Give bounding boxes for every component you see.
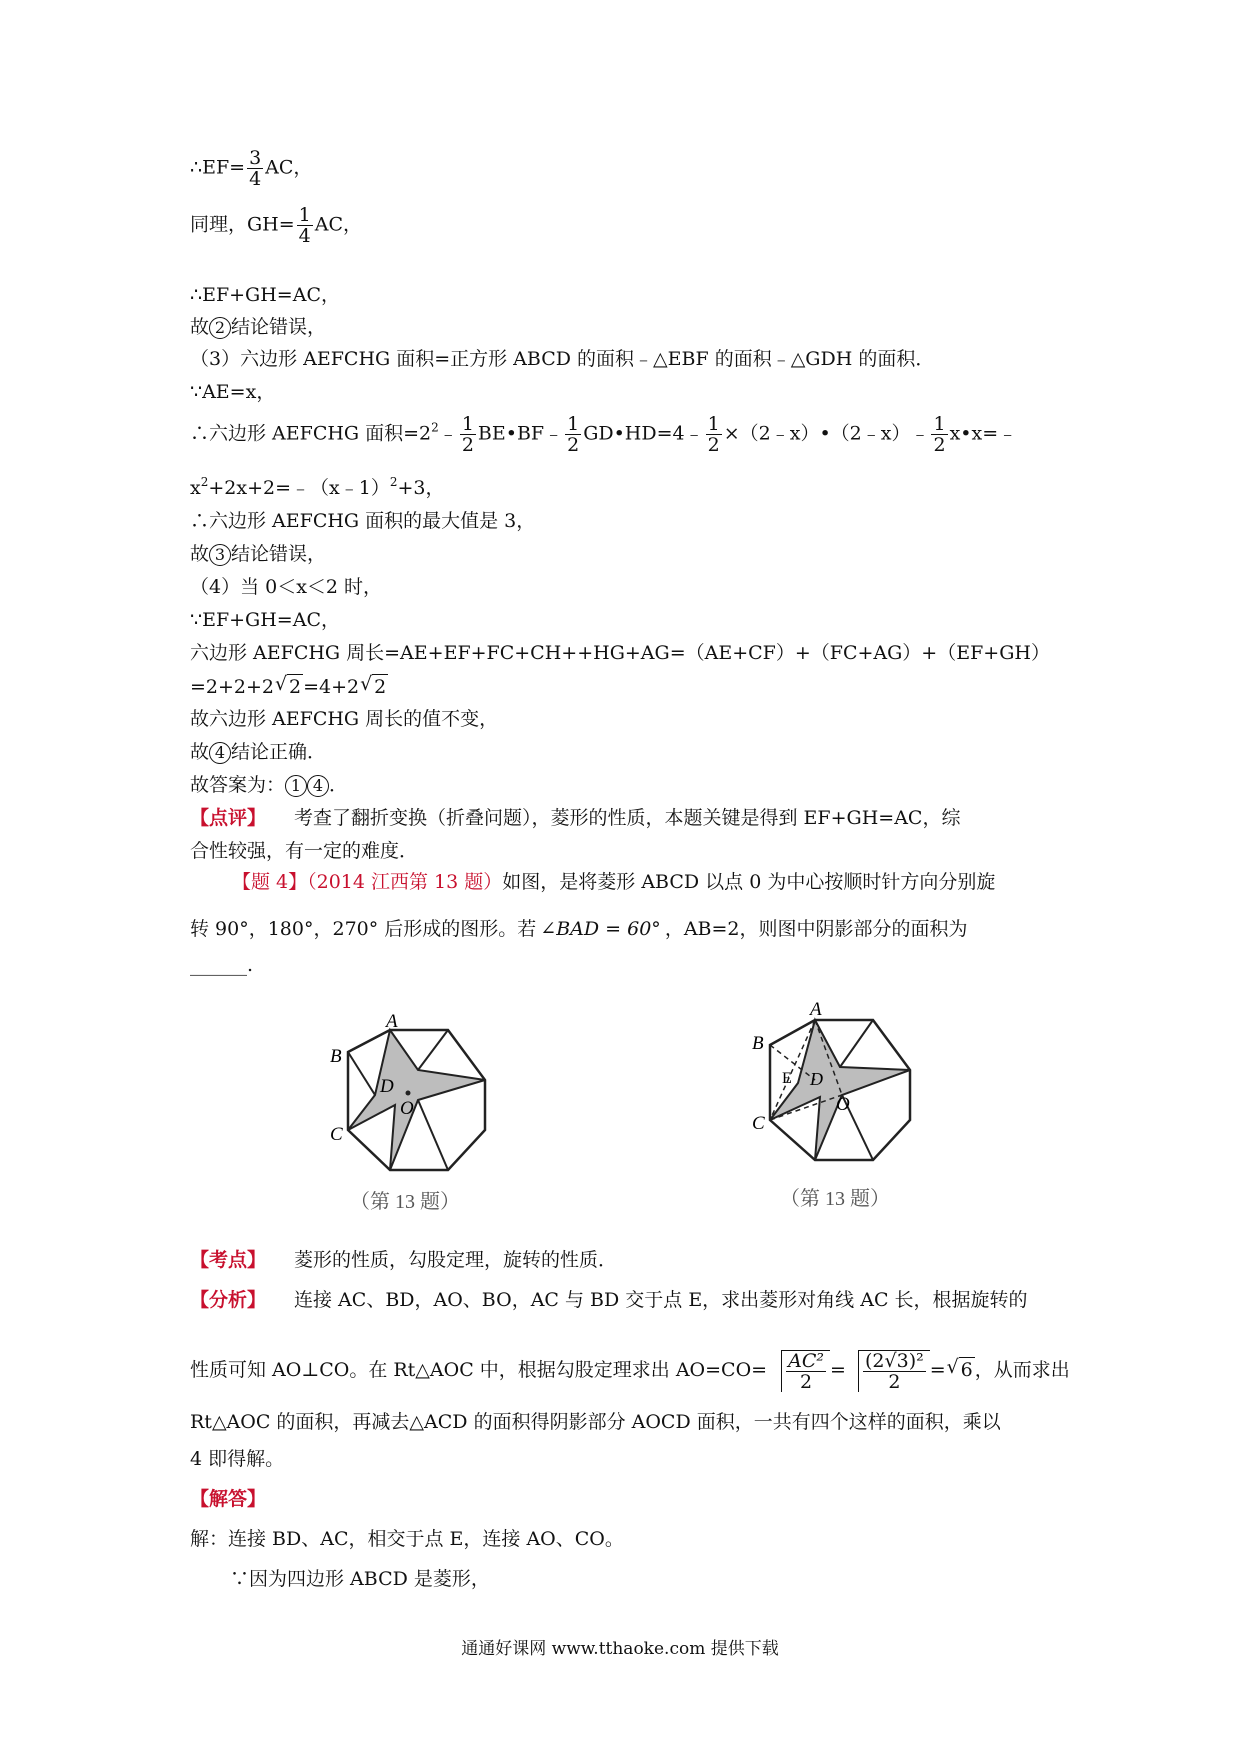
comment-tag: 【点评】 xyxy=(190,807,267,829)
line-14 xyxy=(190,674,388,699)
denominator: 2 xyxy=(707,434,720,456)
text: AC， xyxy=(265,156,313,179)
label-d: D xyxy=(810,1069,823,1089)
circled-number: 2 xyxy=(209,317,231,339)
text: 故 xyxy=(190,316,210,338)
text: x xyxy=(190,477,201,499)
label-a: A xyxy=(810,999,822,1020)
text: GD•HD=4﹣ xyxy=(583,422,704,445)
text: ，AB=2，则图中阴影部分的面积为 xyxy=(664,918,968,940)
numerator: 1 xyxy=(567,413,580,435)
jieda-line-2: ∵因为四边形 ABCD 是菱形， xyxy=(230,1568,490,1590)
exponent: 2 xyxy=(200,475,209,489)
text: BE•BF﹣ xyxy=(477,422,564,445)
numerator: 1 xyxy=(707,413,720,435)
text: 如图，是将菱形 ABCD 以点 0 为中心按顺时针方向分别旋 xyxy=(502,871,996,893)
text: AC， xyxy=(314,213,363,236)
text: ，从而求出 xyxy=(974,1359,1070,1381)
text: +3， xyxy=(397,477,445,499)
fraction xyxy=(247,148,263,189)
comment-line-2: 合性较强，有一定的难度． xyxy=(190,840,419,862)
sqrt: √ 2 xyxy=(372,674,388,699)
numerator: 3 xyxy=(249,147,262,169)
text: 菱形的性质，勾股定理，旋转的性质． xyxy=(294,1249,618,1271)
denominator: 4 xyxy=(249,168,262,190)
question-line-3: ______. xyxy=(190,954,254,976)
fraction xyxy=(460,414,476,455)
label-o: O xyxy=(836,1094,850,1115)
line-16 xyxy=(190,740,326,764)
figure-right xyxy=(730,985,950,1225)
numerator: AC² xyxy=(788,1350,825,1372)
denominator: 4 xyxy=(298,225,311,247)
fenxi-line-1 xyxy=(190,1288,1028,1312)
figure-left xyxy=(300,1000,520,1240)
exponent: 2 xyxy=(389,475,398,489)
page-footer: 通通好课网 www.tthaoke.com 提供下载 xyxy=(461,1639,779,1659)
sqrt-fraction xyxy=(781,1350,830,1392)
caption: （第 13 题） xyxy=(780,1188,890,1210)
fraction xyxy=(706,414,722,455)
line-10 xyxy=(190,542,326,566)
text: +2x+2=﹣（x﹣1） xyxy=(208,477,390,499)
kaodian-line xyxy=(190,1248,617,1272)
line-ef xyxy=(190,148,312,189)
question-line-1 xyxy=(232,870,995,894)
text: 连接 AC、BD，AO、BO，AC 与 BD 交于点 E，求出菱形对角线 AC 长，根据旋转的 xyxy=(294,1289,1028,1311)
question-line-2 xyxy=(190,917,968,941)
text: 故 xyxy=(190,741,210,763)
line-15: 故六边形 AEFCHG 周长的值不变， xyxy=(190,708,499,730)
line-5: （3）六边形 AEFCHG 面积=正方形 ABCD 的面积﹣△EBF 的面积﹣△GDH 的面积． xyxy=(190,348,935,370)
text: 性质可知 AO⊥CO。在 Rt△AOC 中，根据勾股定理求出 AO=CO= xyxy=(190,1359,768,1381)
line-3: ∴EF+GH=AC， xyxy=(190,284,340,306)
fraction xyxy=(565,414,581,455)
denominator: 2 xyxy=(933,434,946,456)
numerator: 1 xyxy=(298,204,311,226)
circled-number: 4 xyxy=(307,775,329,797)
line-8 xyxy=(190,476,444,500)
kaodian-tag: 【考点】 xyxy=(190,1249,267,1271)
jieda-tag: 【解答】 xyxy=(190,1488,267,1510)
fraction xyxy=(297,205,313,246)
fraction xyxy=(786,1351,826,1392)
text: 转 90°，180°，270° 后形成的图形。若 xyxy=(190,918,537,940)
line-9: ∴六边形 AEFCHG 面积的最大值是 3， xyxy=(190,510,536,532)
line-7 xyxy=(190,414,1017,455)
sqrt: √ 2 xyxy=(287,674,303,699)
text: 故答案为： xyxy=(190,774,286,796)
label-b: B xyxy=(752,1033,764,1054)
text: 结论错误， xyxy=(231,316,327,338)
label-o: O xyxy=(400,1098,414,1119)
label-c: C xyxy=(330,1124,343,1145)
rhombus-rotation-figure xyxy=(300,1000,520,1240)
text: ∴六边形 AEFCHG 面积=2 xyxy=(190,422,432,445)
label-c: C xyxy=(752,1113,765,1134)
label-a: A xyxy=(386,1011,398,1032)
numerator: 1 xyxy=(933,413,946,435)
fraction xyxy=(931,414,947,455)
text: =2+2+2 xyxy=(190,676,275,698)
text: 结论正确． xyxy=(231,741,327,763)
caption: （第 13 题） xyxy=(350,1191,460,1213)
math-angle: ∠BAD = 60° xyxy=(540,918,661,940)
text: 结论错误， xyxy=(231,543,327,565)
text: 考查了翻折变换（折叠问题），菱形的性质，本题关键是得到 EF+GH=AC，综 xyxy=(294,807,961,829)
text: ×（2﹣x）•（2﹣x）﹣ xyxy=(723,422,930,445)
denominator: 2 xyxy=(461,434,474,456)
numerator: 1 xyxy=(461,413,474,435)
line-6: ∵AE=x， xyxy=(190,381,276,403)
label-b: B xyxy=(330,1046,342,1067)
label-d: D xyxy=(380,1076,394,1097)
text: ∴EF= xyxy=(190,156,246,179)
circled-number: 1 xyxy=(285,775,307,797)
fenxi-line-4: 4 即得解。 xyxy=(190,1448,285,1470)
text: ． xyxy=(329,774,349,796)
text: 同理，GH= xyxy=(190,213,295,236)
jieda-line-1: 解：连接 BD、AC，相交于点 E，连接 AO、CO。 xyxy=(190,1528,624,1550)
line-gh xyxy=(190,205,362,246)
denominator: 2 xyxy=(888,1371,901,1393)
line-12: ∵EF+GH=AC， xyxy=(190,609,340,631)
line-4 xyxy=(190,315,326,339)
denominator: 2 xyxy=(800,1371,813,1393)
text: 故 xyxy=(190,543,210,565)
question-tag: 【题 4】（2014 江西第 13 题） xyxy=(232,871,503,893)
fenxi-tag: 【分析】 xyxy=(190,1289,267,1311)
sqrt-fraction xyxy=(858,1350,930,1392)
circled-number: 4 xyxy=(209,742,231,764)
fenxi-line-2 xyxy=(190,1350,1070,1392)
equals: = xyxy=(830,1359,846,1381)
denominator: 2 xyxy=(567,434,580,456)
sqrt: √ 6 xyxy=(959,1357,975,1382)
exponent: 2 xyxy=(431,420,439,435)
line-11: （4）当 0＜x＜2 时， xyxy=(190,576,383,598)
circled-number: 3 xyxy=(209,544,231,566)
rhombus-rotation-figure-annotated xyxy=(730,985,950,1225)
text: ﹣ xyxy=(438,422,458,445)
equals: = xyxy=(929,1359,946,1381)
line-13: 六边形 AEFCHG 周长=AE+EF+FC+CH++HG+AG=（AE+CF）+（FC+AG）+（EF+GH） xyxy=(190,642,1050,664)
label-e: E xyxy=(782,1070,792,1087)
fraction xyxy=(863,1351,926,1392)
line-17 xyxy=(190,773,348,797)
comment-line-1 xyxy=(190,806,960,830)
text: =4+2 xyxy=(303,676,360,698)
fenxi-line-3: Rt△AOC 的面积，再减去△ACD 的面积得阴影部分 AOCD 面积，一共有四个这样的面积，乘以 xyxy=(190,1411,1001,1433)
numerator: (2√3)² xyxy=(865,1350,924,1372)
text: x•x=﹣ xyxy=(949,422,1018,445)
